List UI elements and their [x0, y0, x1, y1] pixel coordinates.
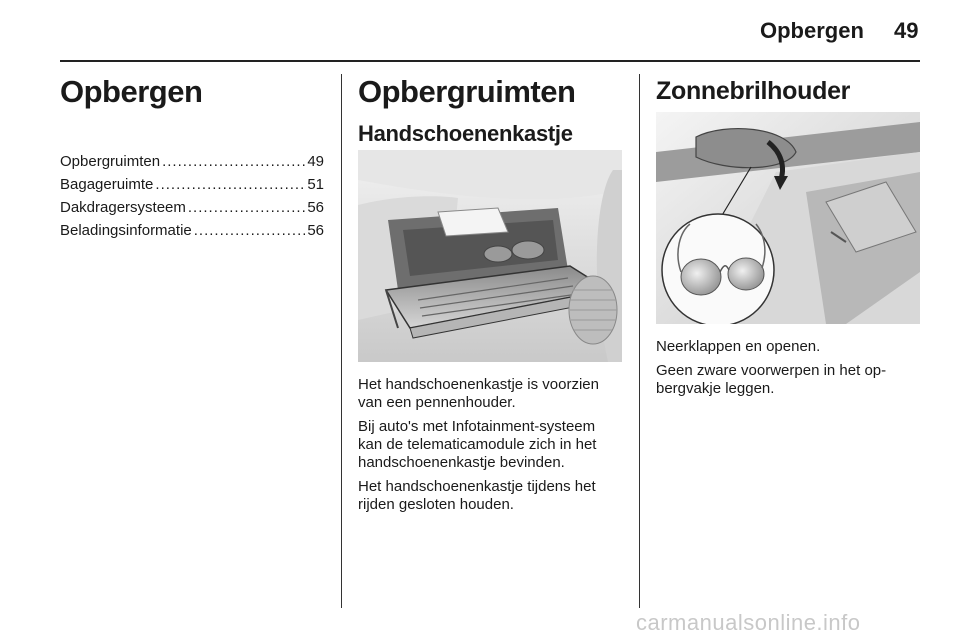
- toc-entry[interactable]: [60, 150, 324, 173]
- toc-entry-page: 56: [307, 199, 324, 216]
- toc-entry[interactable]: [60, 173, 324, 196]
- middle-column-text: [358, 376, 622, 520]
- subsection-heading: Handschoenenkastje: [358, 121, 573, 146]
- toc-entry-page: 56: [307, 222, 324, 239]
- toc-entry-page: 49: [307, 153, 324, 170]
- table-of-contents: [60, 150, 324, 242]
- left-column: [60, 74, 324, 242]
- watermark: carmanualsonline.info: [636, 610, 861, 635]
- header-divider: [60, 60, 920, 62]
- toc-leader-dots: [194, 219, 306, 242]
- toc-entry[interactable]: [60, 196, 324, 219]
- right-column-text: [656, 338, 920, 404]
- page-header-title: Opbergen: [760, 18, 864, 43]
- toc-entry-label: Dakdragersysteem: [60, 199, 186, 216]
- page-number: 49: [894, 18, 919, 43]
- toc-leader-dots: [162, 150, 305, 173]
- toc-leader-dots: [188, 196, 305, 219]
- section-heading: Zonnebrilhouder: [656, 77, 851, 105]
- toc-entry-label: Beladingsinformatie: [60, 222, 192, 239]
- toc-entry-label: Opbergruimten: [60, 153, 161, 170]
- right-column: [656, 74, 920, 106]
- middle-column: [358, 74, 622, 148]
- section-heading: Opbergruimten: [358, 74, 576, 109]
- toc-entry[interactable]: [60, 219, 324, 242]
- paragraph: Neerklappen en openen.: [656, 338, 821, 355]
- paragraph: Het handschoenenkastje is voorzien van een pennenhouder.: [358, 376, 599, 411]
- toc-entry-page: 51: [307, 176, 324, 193]
- toc-entry-label: Bagageruimte: [60, 176, 154, 193]
- paragraph: Het handschoenenkastje tijdens het rijden gesloten houden.: [358, 478, 596, 513]
- chapter-heading: Opbergen: [60, 74, 203, 109]
- glovebox-illustration-icon: [358, 150, 622, 362]
- paragraph: Geen zware voorwerpen in het op-bergvakje leggen.: [656, 362, 887, 397]
- column-divider-right: [639, 74, 640, 608]
- column-divider-left: [341, 74, 342, 608]
- toc-leader-dots: [155, 173, 305, 196]
- sunglasses-holder-illustration-icon: [656, 112, 920, 324]
- paragraph: Bij auto's met Infotainment-systeem kan de telematicamodule zich in het handschoenenkastje bevinden.: [358, 418, 597, 471]
